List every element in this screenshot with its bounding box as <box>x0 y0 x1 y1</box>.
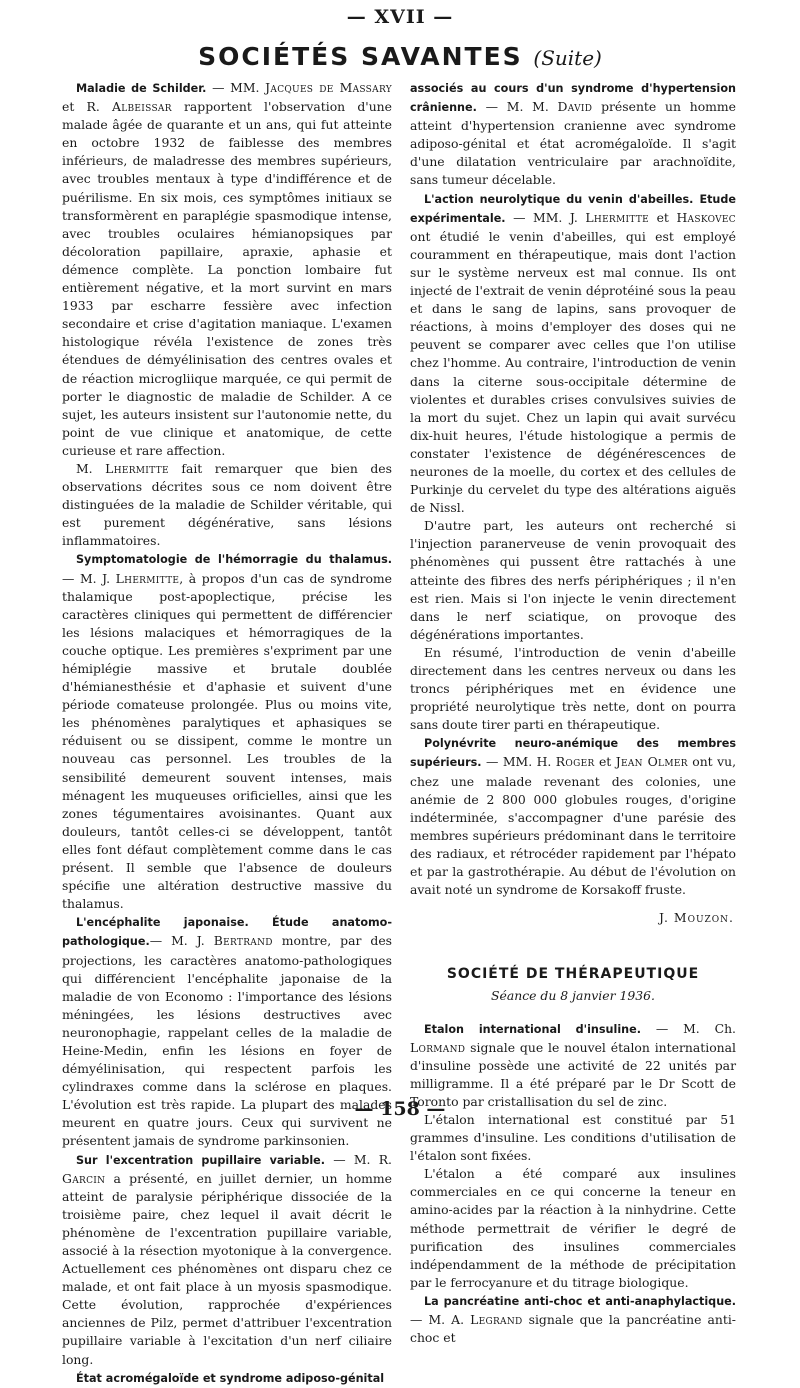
article-title: L'encéphalite japonaise. Étude anatomo-pathologique. <box>62 916 392 949</box>
article-connector: et <box>649 209 677 225</box>
article-paragraph: L'étalon a été comparé aux insulines commerciales en ce qui concerne la teneur en amino-acides par la réaction à la ninhydrine. Cette méthode permettrait de vérifier le degré de purification des insulines commerciales indépendamment de la méthode de précipitation par le ferrocyanure et du titrage biologique. <box>410 1166 736 1290</box>
author-name: Garcin <box>62 1170 106 1186</box>
section-title: SOCIÉTÉS SAVANTES <box>198 42 523 71</box>
author-name: David <box>557 99 593 115</box>
section-banner <box>0 42 800 71</box>
article-title: Maladie de Schilder. <box>76 82 207 95</box>
article-venin-abeilles <box>410 190 736 518</box>
page-number: — 158 — <box>354 1098 446 1120</box>
article-connector: et <box>594 754 616 770</box>
article-title: La pancréatine anti-choc et anti-anaphylactique. <box>424 1294 736 1308</box>
session-date: Séance du 8 janvier 1936. <box>491 988 655 1004</box>
article-dash: — M. M. <box>476 99 558 115</box>
article-dash: — M. J. <box>62 570 116 586</box>
article-text: a présenté, en juillet dernier, un homme atteint de paralysie périphérique dissociée de la troisième paire, chez lequel il avait décrit le phénomène de l'excentration pupillaire variable, associé à la résection myotonique à la convergence. Actuellement ces phénomènes ont disparu chez ce malade, et ont fait place à un myosis spasmodique. Cette évolution, rapprochée d'expériences anciennes de Pilz, permet d'attribuer l'excentration pupillaire variable à l'excitation d'un nerf ciliaire long. <box>62 1170 392 1367</box>
article-dash: — M. J. <box>149 933 214 949</box>
author-name: Lormand <box>410 1039 466 1055</box>
article-text: fait remarquer que bien des observations décrites sous ce nom doivent être distinguées de la maladie de Schilder véritable, qui est purement dégénérative, sans lésions inflammatoires. <box>62 460 392 549</box>
article-schilder <box>62 79 392 460</box>
article-connector: et R. <box>62 99 112 115</box>
author-name: Legrand <box>470 1312 523 1327</box>
article-dash: — MM. J. <box>505 209 586 225</box>
author-name: Haskovec <box>676 209 736 225</box>
author-name: Bertrand <box>213 933 273 949</box>
article-text: ont étudié le venin d'abeilles, qui est employé couramment en thérapeutique, mais dont l'action sur le système nerveux est mal connue. Ils ont injecté de l'extrait de venin déprotéiné sous la peau et dans le sang de lapins, sans provoquer de réactions, à moins d'employer des doses qui ne peuvent se comparer avec celles que l'on utilise chez l'homme. Au contraire, l'introduction de venin dans la citerne sous-occipitale détermine de violentes et durables crises convulsives suivies de la mort du sujet. Chez un lapin qui avait survécu dix-huit heures, l'étude histologique a permis de constater l'existence de dégénérescences de neurones de la moelle, du cortex et des cellules de Purkinje du cervelet du type des altérations aiguës de Nissl. <box>410 228 736 516</box>
article-title: L'action neurolytique du venin d'abeilles. Etude expérimentale. <box>410 192 736 225</box>
article-title: État acromégaloïde et syndrome adiposo-génital <box>76 1371 385 1385</box>
section-heading-therapeutique: SOCIÉTÉ DE THÉRAPEUTIQUE <box>446 966 700 983</box>
article-paragraph: D'autre part, les auteurs ont recherché si l'injection paranerveuse de venin provoquait des phénomènes qui pussent être rattachés à une atteinte des fibres des nerfs périphériques ; il n'en est rien. Mais si l'on injecte le venin directement dans le nerf sciatique, on provoque des dégénérations importantes. <box>410 518 736 642</box>
article-text: montre, par des projections, les caractères anatomo-pathologiques qui différencient l'encéphalite japonaise de la maladie de von Economo : l'importance des lésions méningées, les lésions destructives avec neuronophagie, rappelant celles de la maladie de Heine-Medin, enfin les lésions en foyer de démyélinisation, qui respectent parfois les cylindraxes comme dans la sclérose en plaques. L'évolution est très rapide. La plupart des malades meurent en quatre jours. Ceux qui survivent ne présentent jamais de syndrome parkinsonien. <box>62 933 393 1149</box>
article-paragraph <box>62 460 392 550</box>
article-dash: — MM. H. <box>481 754 556 770</box>
right-column <box>410 79 736 1347</box>
article-title: associés au cours d'un syndrome d'hypertension crânienne. <box>410 82 736 115</box>
article-paragraph: L'étalon international est constitué par 51 grammes d'insuline. Les conditions d'utilisation de l'étalon sont fixées. <box>410 1111 736 1164</box>
author-name: Lhermitte <box>105 460 169 476</box>
article-paragraph: En résumé, l'introduction de venin d'abeille directement dans les centres nerveux ou dans les troncs périphériques met en évidence une propriété neurolytique très nette, dont on pourra sans doute tirer parti en thérapeutique. <box>410 644 736 733</box>
article-text: signale que la pancréatine anti-choc et <box>410 1312 736 1346</box>
roman-page-number: — XVII — <box>346 6 454 28</box>
article-dash: — MM. <box>206 80 266 95</box>
author-name: Jean Olmer <box>615 754 688 770</box>
author-name: Albeissar <box>111 99 172 115</box>
article-prefix: M. <box>76 460 106 476</box>
article-text: signale que le nouvel étalon international d'insuline possède une activité de 22 unités par milligramme. Il a été préparé par le Dr Scott de Toronto par cristallisation du sel de zinc. <box>410 1039 736 1109</box>
left-column <box>62 79 392 1388</box>
article-pancreatine <box>410 1292 736 1347</box>
article-excentration <box>62 1151 392 1369</box>
article-dash: — M. A. <box>410 1312 471 1327</box>
article-text: , à propos d'un cas de syndrome thalamique post-apoplectique, précise les caractères cliniques qui permettent de différencier les lésions malaciques et hémorragiques de la couche optique. Les premières s'expriment par une hémiplégie massive et brutale doublée d'hémianesthésie et d'aphasie et suivent d'une période comateuse prolongée. Plus ou moins vite, les phénomènes paralytiques et aphasiques se réduisent ou se dissipent, comme le montre un nouveau cas personnel. Les troubles de la sensibilité demeurent souvent intenses, mais ménagent les muqueuses orificielles, ainsi que les zones tégumentaires avoisinantes. Quant aux douleurs, tantôt celles-ci se développent, tantôt elles font défaut complètement comme dans le cas présent. Il semble que l'absence de douleurs spécifie une altération destructive massive du thalamus. <box>62 570 392 912</box>
author-name: Roger <box>555 754 595 770</box>
article-text: rapportent l'observation d'une malade âgée de quarante et un ans, qui fut atteinte en octobre 1932 de faiblesse des membres inférieurs, de maladresse des membres supérieurs, avec troubles mentaux à type d'indifférence et de puérilisme. En six mois, ces symptômes initiaux se transformèrent en paraplégie spasmodique intense, avec troubles oculaires hémianopsiques par décoloration papillaire, apraxie, aphasie et démence complète. La ponction lombaire fut entièrement négative, et la mort survint en mars 1933 par escharre fessière avec infection secondaire et crise d'agitation maniaque. L'examen histologique révéla l'existence de zones très étendues de démyélinisation des centres ovales et de réaction microgliique marquée, ce qui permit de porter le diagnostic de maladie de Schilder. A ce sujet, les auteurs insistent sur l'autonomie nette, du point de vue clinique et anatomique, de cette curieuse et rare affection. <box>62 99 392 458</box>
article-title: Polynévrite neuro-anémique des membres supérieurs. <box>410 737 736 770</box>
article-acromegaloide-start <box>62 1369 392 1388</box>
article-polynevrite <box>410 734 736 899</box>
article-text: présente un homme atteint d'hypertension cranienne avec syndrome adiposo-génital et état acromégaloïde. Il s'agit d'une dilatation ventriculaire par arachnoïdite, sans tumeur décelable. <box>410 99 736 188</box>
article-text: ont vu, chez une malade revenant des colonies, une anémie de 2 800 000 globules rouges, d'origine indéterminée, s'accompagner d'une parésie des membres supérieurs prédominant dans le territoire des radiaux, et rétrocéder rapidement par l'hépato et par la gastrothérapie. Au début de l'évolution on avait noté un syndrome de Korsakoff fruste. <box>410 754 737 898</box>
article-dash: — M. R. <box>325 1151 392 1167</box>
article-title: Sur l'excentration pupillaire variable. <box>76 1153 326 1167</box>
signature: J. Mouzon. <box>659 910 734 926</box>
article-thalamus <box>62 550 392 913</box>
section-suite: (Suite) <box>533 46 602 70</box>
author-name: Jacques de Massary <box>265 80 392 95</box>
article-dash: — M. Ch. <box>640 1020 736 1036</box>
author-name: Lhermitte <box>585 209 650 225</box>
article-title: Etalon international d'insuline. <box>424 1022 641 1036</box>
author-name: Lhermitte <box>115 570 180 586</box>
article-acromegaloide-end <box>410 79 736 190</box>
article-title: Symptomatologie de l'hémorragie du thalamus. <box>76 553 392 567</box>
